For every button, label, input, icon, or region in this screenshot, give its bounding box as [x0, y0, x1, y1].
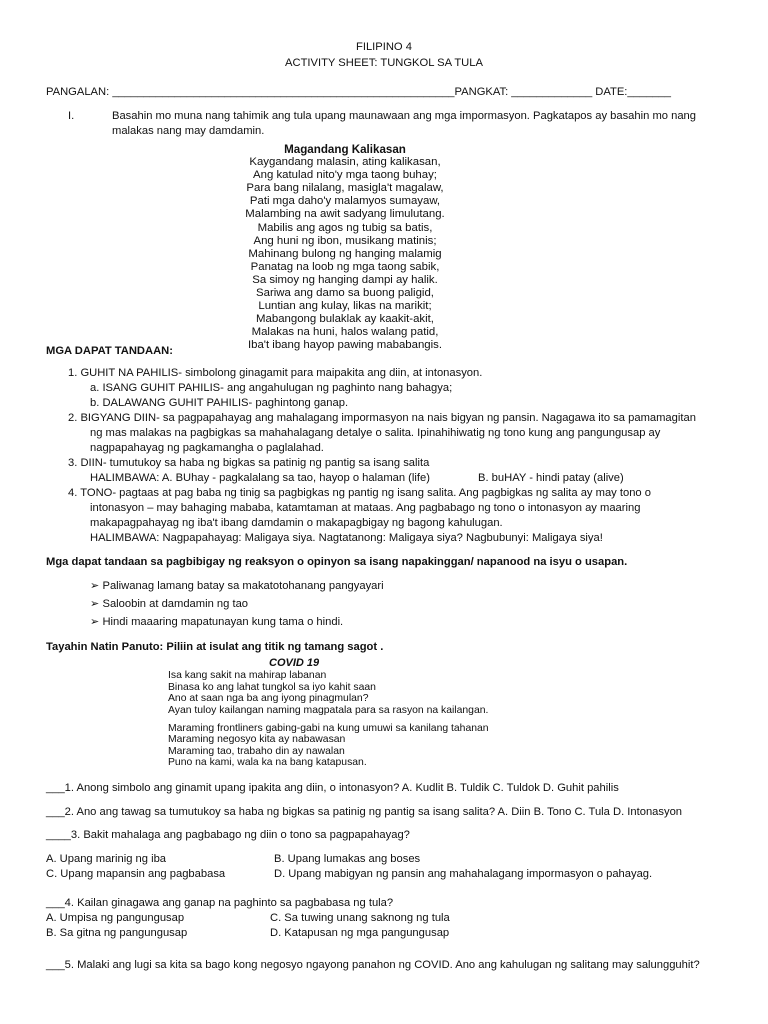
question-4-option-b: B. Sa gitna ng pangungusap — [46, 927, 188, 939]
reaksyon-bullet: ➢ Paliwanag lamang batay sa makatotohanang pangyayari — [90, 580, 384, 592]
covid-poem-line: Puno na kami, wala ka na bang katapusan. — [168, 757, 367, 769]
question-4-option-d: D. Katapusan ng mga pangungusap — [270, 927, 450, 939]
reaksyon-bullet: ➢ Hindi maaaring mapatunayan kung tama o hindi. — [90, 616, 344, 628]
poem-line: Mabilis ang agos ng tubig sa batis, — [257, 221, 433, 234]
subject-heading: FILIPINO 4 — [356, 41, 412, 53]
tayahin-heading: Tayahin Natin Panuto: Piliin at isulat ang titik ng tamang sagot . — [46, 641, 384, 653]
tandaan-item-4-line-3: makapagpahayag ng iba't ibang damdamin o makapagbigay ng bagong kahulugan. — [90, 517, 503, 529]
covid-poem-block — [168, 658, 528, 769]
tandaan-item-3-example-b: B. buHAY - hindi patay (alive) — [478, 472, 624, 484]
poem-line: Iba't ibang hayop pawing mababangis. — [247, 339, 443, 352]
covid-poem-title: COVID 19 — [269, 657, 320, 669]
poem-line: Ang huni ng ibon, musikang matinis; — [253, 234, 437, 247]
poem-line: Sariwa ang damo sa buong paligid, — [256, 287, 434, 300]
tandaan-item-1b: b. DALAWANG GUHIT PAHILIS- paghintong ganap. — [90, 397, 349, 409]
tandaan-item-3-example-a: HALIMBAWA: A. BUhay - pagkalalang sa tao, hayop o halaman (life) — [90, 472, 430, 484]
poem-line: Para bang nilalang, masigla't magalaw, — [246, 182, 444, 195]
poem-line: Malakas na huni, halos walang patid, — [251, 326, 439, 339]
question-4-option-a: A. Umpisa ng pangungusap — [46, 912, 185, 924]
question-3-option-a: A. Upang marinig ng iba — [46, 853, 167, 865]
question-3-option-d: D. Upang mabigyan ng pansin ang mahahalagang impormasyon o pahayag. — [274, 868, 653, 880]
poem-line: Malambing na awit sadyang limulutang. — [245, 208, 445, 221]
covid-poem-line: Maraming tao, trabaho din ay nawalan — [168, 745, 345, 757]
covid-poem-line: Binasa ko ang lahat tungkol sa iyo kahit saan — [168, 681, 376, 693]
instruction-line-2: malakas nang may damdamin. — [112, 125, 265, 137]
poem-line: Mabangong bulaklak ay kaakit-akit, — [256, 313, 434, 326]
poem-line: Mahinang bulong ng hanging malamig — [248, 247, 442, 260]
tandaan-item-2-line-2: ng mas malakas na pagbigkas sa mahahalagang detalye o salita. Ipinahihiwatig ng tono kung ang pangungusap ay — [90, 427, 661, 439]
covid-poem-line: Ano at saan nga ba ang iyong pinagmulan? — [168, 693, 369, 705]
reaksyon-heading: Mga dapat tandaan sa pagbibigay ng reaksyon o opinyon sa isang napakinggan/ napanood na isyu o usapan. — [46, 556, 628, 568]
instruction-line-1: Basahin mo muna nang tahimik ang tula upang maunawaan ang mga impormasyon. Pagkatapos ay basahin mo nang — [112, 110, 696, 122]
tandaan-item-4-line-1: 4. TONO- pagtaas at pag baba ng tinig sa pagbigkas ng pantig ng isang salita. Ang pagbigkas ng salita ay may tono o — [68, 487, 651, 499]
covid-poem-line: Isa kang sakit na mahirap labanan — [168, 670, 327, 682]
poem-title: Magandang Kalikasan — [284, 143, 406, 156]
reaksyon-bullet: ➢ Saloobin at damdamin ng tao — [90, 598, 249, 610]
instruction-number: I. — [68, 110, 75, 122]
tandaan-item-1: 1. GUHIT NA PAHILIS- simbolong ginagamit para maipakita ang diin, at intonasyon. — [68, 367, 483, 379]
question-5: ___5. Malaki ang lugi sa kita sa bago kong negosyo ngayong panahon ng COVID. Ano ang kahulugan ng salitang may salungguhit? — [46, 959, 700, 971]
poem-line: Luntian ang kulay, likas na marikit; — [258, 300, 432, 313]
tandaan-item-3-line-1: 3. DIIN- tumutukoy sa haba ng bigkas sa patinig ng pantig sa isang salita — [68, 457, 430, 469]
question-3-option-c: C. Upang mapansin ang pagbabasa — [46, 868, 226, 880]
tandaan-heading: MGA DAPAT TANDAAN: — [46, 345, 173, 357]
covid-poem-line: Maraming negosyo kita ay nabawasan — [168, 734, 346, 746]
question-1: ___1. Anong simbolo ang ginamit upang ipakita ang diin, o intonasyon? A. Kudlit B. Tuldik C. Tuldok D. Guhit pahilis — [46, 782, 619, 794]
tandaan-item-1a: a. ISANG GUHIT PAHILIS- ang angahulugan ng paghinto nang bahagya; — [90, 382, 453, 394]
poem-line: Sa simoy ng hanging dampi ay halik. — [252, 273, 438, 286]
question-3: ____3. Bakit mahalaga ang pagbabago ng diin o tono sa pagpapahayag? — [46, 829, 410, 841]
tandaan-item-2-line-3: nagpapahayag ng pagkamangha o paglalahad. — [90, 442, 324, 454]
poem-line: Ang katulad nito'y mga taong buhay; — [253, 169, 437, 182]
question-2: ___2. Ano ang tawag sa tumutukoy sa haba ng bigkas sa patinig ng pantig sa isang salita? A. Diin B. Tono C. Tula D. Intonasyon — [46, 806, 683, 818]
question-3-option-b: B. Upang lumakas ang boses — [274, 853, 421, 865]
poem-block — [230, 143, 460, 353]
poem-line: Panatag na loob ng mga taong sabik, — [250, 260, 440, 273]
activity-title: ACTIVITY SHEET: TUNGKOL SA TULA — [285, 57, 483, 69]
tandaan-item-2-line-1: 2. BIGYANG DIIN- sa pagpapahayag ang mahalagang impormasyon na nais bigyan ng pansin. Nagagawa ito sa pamamagitan — [68, 412, 696, 424]
covid-poem-line: Maraming frontliners gabing-gabi na kung umuwi sa kanilang tahanan — [168, 723, 489, 735]
tandaan-item-4-line-2: intonasyon – may bahaging mababa, katamtaman at mataas. Ang pagbabago ng tono o intonasyon ay maaring — [90, 502, 641, 514]
question-4: ___4. Kailan ginagawa ang ganap na paghinto sa pagbabasa ng tula? — [46, 897, 394, 909]
question-4-option-c: C. Sa tuwing unang saknong ng tula — [270, 912, 450, 924]
name-line: PANGALAN: _______________________________________________________PANGKAT: _____________ DATE:_______ — [46, 86, 671, 98]
tandaan-item-4-example: HALIMBAWA: Nagpapahayag: Maligaya siya. Nagtatanong: Maligaya siya? Nagbubunyi: Maligaya siya! — [90, 532, 603, 544]
covid-poem-line: Ayan tuloy kailangan naming magpatala para sa rasyon na kailangan. — [168, 704, 489, 716]
poem-line: Kaygandang malasin, ating kalikasan, — [249, 156, 441, 169]
poem-line: Pati mga daho'y malamyos sumayaw, — [249, 195, 441, 208]
